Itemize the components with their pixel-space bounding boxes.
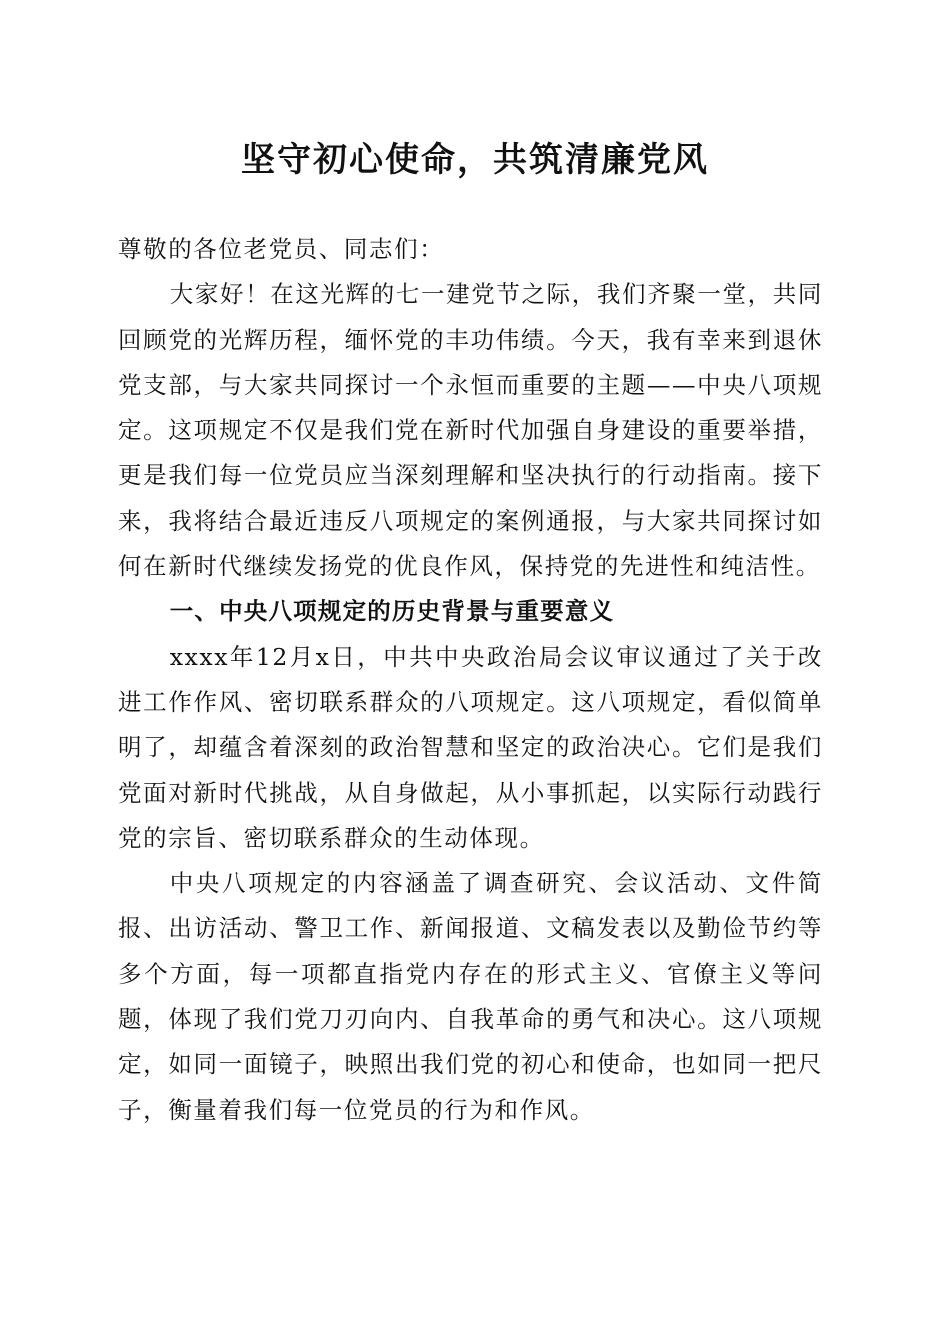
salutation: 尊敬的各位老党员、同志们：: [118, 235, 445, 263]
document-body: [118, 227, 823, 1133]
paragraph-history: xxxx年12月x日，中共中央政治局会议审议通过了关于改进工作作风、密切联系群众的八项规定。这八项规定，看似简单明了，却蕴含着深刻的政治智慧和坚定的政治决心。它们是我们党面对新时代挑战，从自身做起，从小事抓起，以实际行动践行党的宗旨、密切联系群众的生动体现。: [118, 642, 823, 852]
document-title: 坚守初心使命，共筑清廉党风: [241, 140, 709, 180]
paragraph-opening: 大家好！在这光辉的七一建党节之际，我们齐聚一堂，共同回顾党的光辉历程，缅怀党的丰功伟绩。今天，我有幸来到退休党支部，与大家共同探讨一个永恒而重要的主题——中央八项规定。这项规定不仅是我们党在新时代加强自身建设的重要举措，更是我们每一位党员应当深刻理解和坚决执行的行动指南。接下来，我将结合最近违反八项规定的案例通报，与大家共同探讨如何在新时代继续发扬党的优良作风，保持党的先进性和纯洁性。: [118, 280, 823, 581]
section-heading-1: 一、中央八项规定的历史背景与重要意义: [169, 597, 615, 626]
paragraph-content: 中央八项规定的内容涵盖了调查研究、会议活动、文件简报、出访活动、警卫工作、新闻报道、文稿发表以及勤俭节约等多个方面，每一项都直指党内存在的形式主义、官僚主义等问题，体现了我们党刀刃向内、自我革命的勇气和决心。这八项规定，如同一面镜子，映照出我们党的初心和使命，也如同一把尺子，衡量着我们每一位党员的行为和作风。: [118, 869, 823, 1124]
